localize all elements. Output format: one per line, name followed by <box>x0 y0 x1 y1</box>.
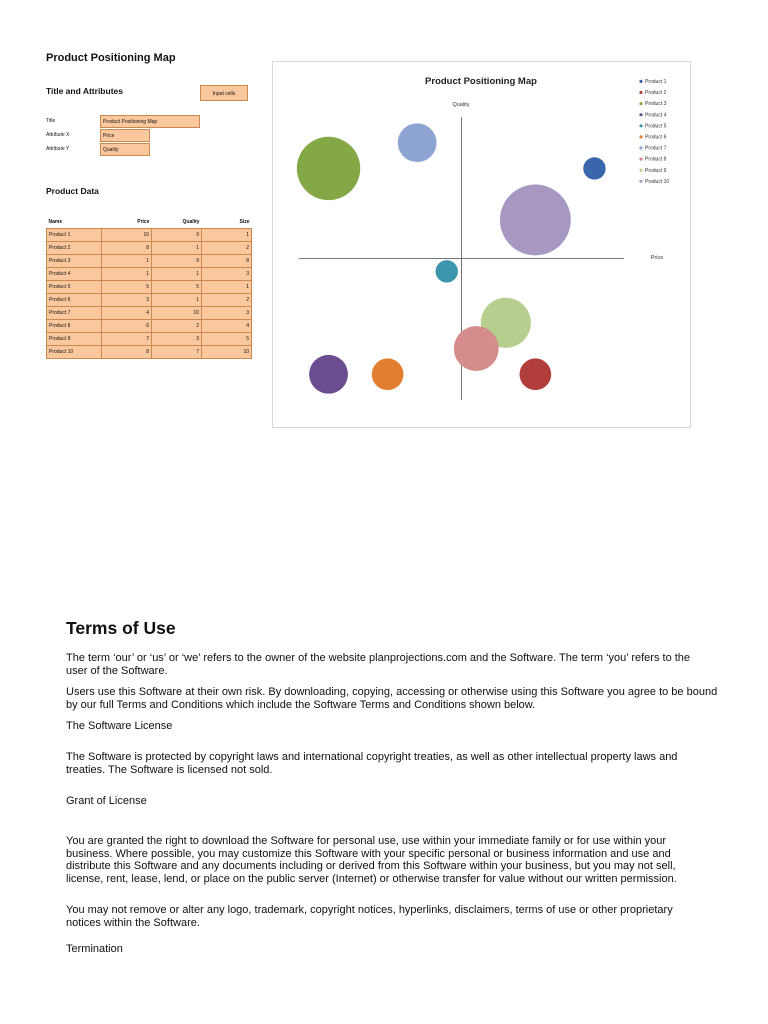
product-name-cell[interactable]: Product 5 <box>47 281 102 294</box>
termination-heading: Termination <box>66 943 123 955</box>
product-name-cell[interactable]: Product 8 <box>47 320 102 333</box>
input-cells-legend: Input cells <box>200 85 248 101</box>
legend-entry: Product 9 <box>645 167 667 174</box>
size-cell[interactable]: 10 <box>202 346 252 359</box>
legend-marker <box>639 80 642 83</box>
quality-cell[interactable]: 9 <box>152 255 202 268</box>
sheet-title: Product Positioning Map <box>46 52 176 64</box>
bubble-product-2 <box>520 358 552 390</box>
terms-line: treaties. The Software is licensed not sold. <box>66 763 273 776</box>
bubble-product-4 <box>309 355 348 394</box>
terms-line: user of the Software. <box>66 664 168 677</box>
table-row <box>47 268 252 281</box>
quality-cell[interactable]: 1 <box>152 268 202 281</box>
legend-entry: Product 5 <box>645 123 667 130</box>
legend-entry: Product 10 <box>645 178 670 185</box>
terms-line: by our full Terms and Conditions which include the Software Terms and Conditions shown below. <box>66 698 536 711</box>
bubble-product-6 <box>372 358 404 390</box>
y-axis-label: Quality <box>452 102 470 108</box>
product-name-cell[interactable]: Product 7 <box>47 307 102 320</box>
price-cell[interactable]: 5 <box>102 281 152 294</box>
size-cell[interactable]: 2 <box>202 294 252 307</box>
legend-marker <box>639 158 642 161</box>
table-row <box>47 333 252 346</box>
table-row <box>47 320 252 333</box>
legend-entry: Product 7 <box>645 145 667 152</box>
price-cell[interactable]: 1 <box>102 255 152 268</box>
legend-marker <box>639 113 642 116</box>
terms-line: notices within the Software. <box>66 916 200 929</box>
product-data-table <box>46 215 252 359</box>
terms-line: The Software is protected by copyright laws and international copyright treaties, as well as other intellectual property laws and <box>66 751 678 763</box>
software-license-heading: The Software License <box>66 720 173 732</box>
price-cell[interactable]: 10 <box>102 229 152 242</box>
table-header-row <box>47 215 252 229</box>
column-header-price: Price <box>137 218 150 225</box>
table-row <box>47 281 252 294</box>
price-cell[interactable]: 6 <box>102 320 152 333</box>
legend-entry: Product 4 <box>645 112 667 119</box>
product-name-cell[interactable]: Product 2 <box>47 242 102 255</box>
size-cell[interactable]: 5 <box>202 333 252 346</box>
attribute-y-input-cell[interactable]: Quality <box>100 143 150 156</box>
legend-marker <box>639 180 642 183</box>
legend-entry: Product 8 <box>645 156 667 163</box>
legend-marker <box>639 146 642 149</box>
terms-line: license, rent, lease, lend, or place on the public server (Internet) or otherwise transfer for value without our written permission. <box>66 872 677 885</box>
price-cell[interactable]: 3 <box>102 294 152 307</box>
table-row <box>47 229 252 242</box>
attribute-x-input-cell[interactable]: Price <box>100 129 150 142</box>
terms-paragraph-4 <box>66 835 768 885</box>
table-row <box>47 346 252 359</box>
grant-of-license-heading: Grant of License <box>66 795 147 807</box>
terms-of-use-section <box>66 618 768 964</box>
quality-cell[interactable]: 2 <box>152 320 202 333</box>
terms-paragraph-1 <box>66 652 768 677</box>
quality-cell[interactable]: 3 <box>152 333 202 346</box>
terms-line: business. Where possible, you may customize this Software with your specific personal or business information and use and <box>66 847 671 860</box>
column-header-name: Name <box>48 218 63 225</box>
positioning-chart <box>272 61 691 428</box>
x-axis-label: Price <box>650 255 664 261</box>
product-name-cell[interactable]: Product 6 <box>47 294 102 307</box>
legend-marker <box>639 169 642 172</box>
field-label-title: Title <box>46 118 56 124</box>
terms-title: Terms of Use <box>66 618 176 638</box>
size-cell[interactable]: 1 <box>202 281 252 294</box>
legend-marker <box>639 102 642 105</box>
terms-paragraph-2 <box>66 686 768 711</box>
price-cell[interactable]: 1 <box>102 268 152 281</box>
product-name-cell[interactable]: Product 3 <box>47 255 102 268</box>
legend-entry: Product 3 <box>645 101 667 108</box>
quality-cell[interactable]: 1 <box>152 242 202 255</box>
quality-cell[interactable]: 9 <box>152 229 202 242</box>
legend-marker <box>639 124 642 127</box>
legend-entry: Product 1 <box>645 79 667 85</box>
legend-marker <box>639 91 642 94</box>
bubble-product-3 <box>297 137 360 200</box>
bubble-product-10 <box>500 184 571 255</box>
product-name-cell[interactable]: Product 4 <box>47 268 102 281</box>
bubble-product-7 <box>398 123 437 162</box>
terms-paragraph-3 <box>66 751 768 776</box>
terms-line: The term ‘our’ or ‘us’ or ‘we’ refers to the owner of the website planprojections.com and the Software. The term ‘you’ refers to the <box>66 652 691 664</box>
column-header-size: Size <box>239 218 250 225</box>
price-cell[interactable]: 8 <box>102 346 152 359</box>
chart-svg <box>273 62 690 427</box>
quality-cell[interactable]: 5 <box>152 281 202 294</box>
table-row <box>47 307 252 320</box>
legend-entry: Product 2 <box>645 90 667 97</box>
quality-cell[interactable]: 1 <box>152 294 202 307</box>
attributes-heading: Title and Attributes <box>46 86 123 96</box>
product-name-cell[interactable]: Product 1 <box>47 229 102 242</box>
price-cell[interactable]: 8 <box>102 242 152 255</box>
terms-line: Users use this Software at their own risk. By downloading, copying, accessing or otherwise using this Software you agree to be bound <box>66 686 718 698</box>
quality-cell[interactable]: 10 <box>152 307 202 320</box>
title-input-cell[interactable]: Product Positioning Map <box>100 115 200 128</box>
terms-line: You may not remove or alter any logo, trademark, copyright notices, hyperlinks, disclaimers, terms of use or other proprietary <box>66 904 673 916</box>
terms-line: distribute this Software and any documents including or derived from this Software within your business, but you may not sell, <box>66 860 676 872</box>
field-label-attribute-y: Attribute Y <box>46 146 70 152</box>
price-cell[interactable]: 7 <box>102 333 152 346</box>
size-cell[interactable]: 1 <box>202 229 252 242</box>
table-row <box>47 242 252 255</box>
column-header-quality: Quality <box>182 218 200 225</box>
table-row <box>47 255 252 268</box>
product-data-rows <box>47 229 252 359</box>
size-cell[interactable]: 4 <box>202 320 252 333</box>
table-row <box>47 294 252 307</box>
chart-title: Product Positioning Map <box>425 76 537 87</box>
bubble-product-5 <box>436 260 458 282</box>
terms-line: You are granted the right to download the Software for personal use, use within your immediate family or for use within your <box>66 835 667 847</box>
bubble-product-8 <box>454 326 499 371</box>
size-cell[interactable]: 3 <box>202 307 252 320</box>
size-cell[interactable]: 2 <box>202 242 252 255</box>
quality-cell[interactable]: 7 <box>152 346 202 359</box>
size-cell[interactable]: 3 <box>202 268 252 281</box>
legend-entry: Product 6 <box>645 134 667 141</box>
terms-paragraph-5 <box>66 904 768 929</box>
product-name-cell[interactable]: Product 9 <box>47 333 102 346</box>
product-data-heading: Product Data <box>46 186 99 196</box>
size-cell[interactable]: 8 <box>202 255 252 268</box>
legend-marker <box>639 135 642 138</box>
field-label-attribute-x: Attribute X <box>46 132 70 138</box>
bubble-product-1 <box>583 157 605 179</box>
product-name-cell[interactable]: Product 10 <box>47 346 102 359</box>
price-cell[interactable]: 4 <box>102 307 152 320</box>
